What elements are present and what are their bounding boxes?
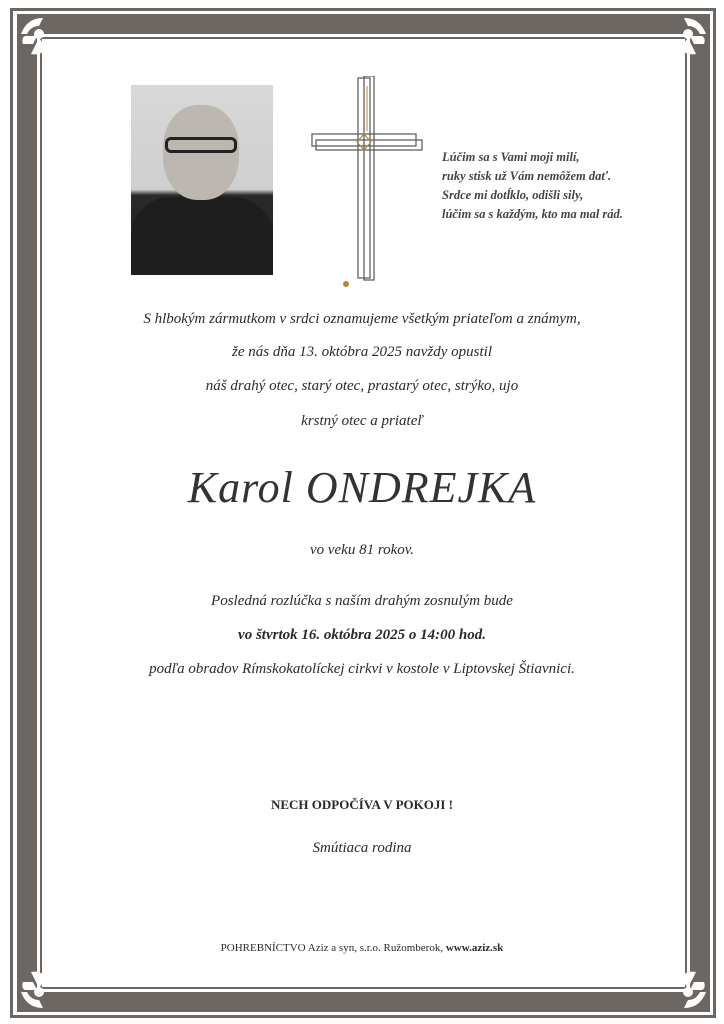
corner-ornament-icon [17,966,63,1012]
corner-ornament-icon [664,14,710,60]
poem-line: Lúčim sa s Vami moji milí, [442,150,580,164]
portrait-photo [131,85,273,275]
family-signature: Smútiaca rodina [312,840,412,856]
poem-line: ruky stisk už Vám nemôžem dať. [442,169,612,183]
corner-ornament-icon [664,966,710,1012]
announcement-line: S hlbokým zármutkom v srdci oznamujeme všetkým priateľom a známym, [143,311,581,327]
farewell-date: vo štvrtok 16. októbra 2025 o 14:00 hod. [238,627,486,643]
age: vo veku 81 rokov. [309,542,415,558]
announcement-line: náš drahý otec, starý otec, prastarý otec, strýko, ujo [205,378,519,394]
farewell-text: Posledná rozlúčka s naším drahým zosnulým bude [211,593,513,609]
footer [0,942,724,954]
ceremony-text: podľa obradov Rímskokatolíckej cirkvi v kostole v Liptovskej Štiavnici. [149,661,575,677]
corner-ornament-icon [17,14,63,60]
announcement-line: krstný otec a priateľ [301,413,423,429]
poem-line: lúčim sa s každým, kto ma mal rád. [442,207,623,221]
announcement-line: že nás dňa 13. októbra 2025 navždy opustil [232,344,492,360]
funeral-company: POHREBNÍCTVO Aziz a syn, s.r.o. Ružomberok, [220,942,444,954]
website-link: www.aziz.sk [445,942,504,954]
rest-in-peace: NECH ODPOČÍVA V POKOJI ! [270,797,454,812]
cross-icon [308,76,424,292]
poem-line: Srdce mi dotĺklo, odišli sily, [442,188,584,202]
poem [442,148,623,224]
deceased-name: Karol ONDREJKA [187,463,537,512]
